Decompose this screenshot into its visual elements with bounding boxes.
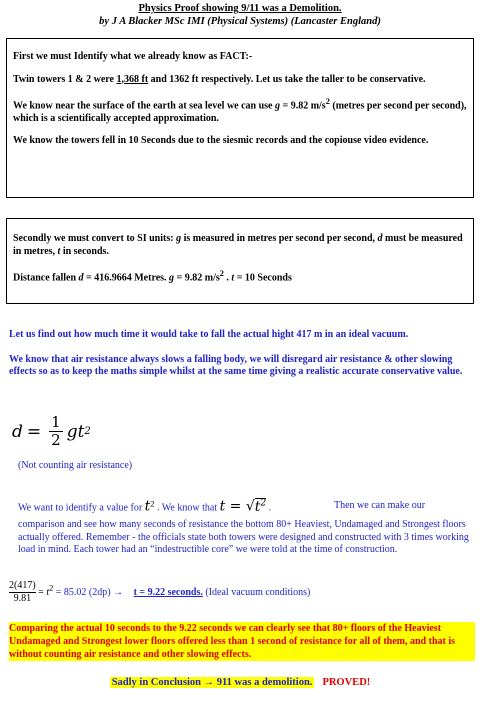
want-rad: t — [254, 498, 261, 515]
want-t1-exp: 2 — [150, 499, 155, 509]
si-units-box — [6, 218, 474, 304]
towers-text-b: and 1362 ft respectively. Let us take the taller to be conservative. — [148, 73, 426, 85]
conclusion-highlight — [110, 677, 315, 688]
si-d: d — [377, 233, 383, 244]
want-eq: = — [225, 498, 246, 515]
distance-line — [13, 268, 467, 285]
calculation-line — [9, 580, 479, 605]
conclusion-text: Sadly in Conclusion — [111, 677, 204, 688]
formula-fraction — [49, 414, 63, 449]
sqrt-symbol: √ — [245, 498, 255, 515]
si-text-c: must be measured in metres, — [13, 233, 463, 257]
formula-numerator: 1 — [51, 413, 61, 431]
want-t2: t — [219, 498, 226, 515]
dist-exponent: 2 — [219, 269, 224, 278]
want-text-d: Then we can make our — [334, 500, 426, 511]
dist-text-e: . — [223, 272, 232, 284]
calc-value: = 85.02 (2dp) — [53, 586, 114, 598]
calc-t: t — [46, 586, 50, 598]
facts-intro: First we must Identify what we already know as FACT:- — [13, 51, 253, 62]
si-text-b: is measured in metres per second per second, — [181, 233, 378, 244]
si-text-e: in seconds. — [60, 245, 109, 257]
dist-t: t — [231, 272, 235, 284]
gravity-text-b: (metres per second per second), which is a scientifically accepted approximation. — [13, 100, 467, 124]
dist-text-a: Distance fallen — [13, 272, 79, 284]
want-t1: t — [144, 498, 151, 515]
dist-text-b: = 416.9664 Metres. — [83, 272, 170, 284]
proved-label: PROVED! — [322, 677, 371, 688]
towers-height — [13, 74, 467, 87]
conclusion-text-2: 911 was a demolition. — [214, 677, 313, 688]
fall-time-fact: We know the towers fell in 10 Seconds due to the siesmic records and the copiouse video evidence. — [13, 135, 429, 147]
want-first-line — [18, 497, 480, 519]
gravity-fact — [13, 96, 467, 125]
gravity-symbol: g — [275, 100, 280, 112]
formula-equals: = — [26, 421, 42, 442]
formula-rhs: gt — [66, 421, 85, 442]
si-units-text — [13, 233, 467, 258]
towers-text-a: Twin towers 1 & 2 were — [13, 73, 117, 85]
calc-numerator: 2(417) — [9, 580, 36, 591]
not-counting-note: (Not counting air resistance) — [18, 460, 133, 471]
dist-text-f: = 10 Seconds — [234, 272, 292, 284]
formula-denominator: 2 — [51, 431, 61, 449]
want-body: comparison and see how many seconds of resistance the bottom 80+ Heaviest, Undamaged and Strongest floors actually offered. Remember - the officials state both towers were designed and constructed with 3 times working load in mind. Each tower had an “indestructible core” we were told at the time of construction. — [18, 519, 469, 555]
want-rad-exp: 2 — [260, 498, 267, 508]
document-author: by J A Blacker MSc IMI (Physical Systems) (Lancaster England) — [99, 16, 381, 27]
calc-t-exp: 2 — [49, 583, 54, 593]
gravity-exponent: 2 — [325, 97, 330, 106]
dist-text-c: = 9.82 m/s — [174, 272, 220, 284]
document-title: Physics Proof showing 9/11 was a Demolition. — [138, 3, 342, 14]
dist-g: g — [169, 272, 175, 284]
conclusion-line — [0, 677, 480, 688]
calc-note: (Ideal vacuum conditions) — [202, 586, 311, 598]
dist-d: d — [78, 272, 84, 284]
want-text-a: We want to identify a value for — [18, 502, 145, 514]
calc-equals: = — [38, 586, 47, 598]
calc-result: t = 9.22 seconds. — [133, 586, 203, 598]
fall-formula — [12, 414, 91, 449]
want-text-b: . We know that — [154, 502, 220, 514]
formula-lhs: d — [12, 421, 23, 442]
formula-exponent: 2 — [84, 426, 91, 437]
arrow-right-icon: → — [113, 586, 124, 598]
want-paragraph — [9, 497, 480, 557]
si-t: t — [57, 245, 61, 257]
air-resistance-note: We know that air resistance always slows a falling body, we will disregard air resistance & other slowing effects so as to keep the maths simple whilst at the same time giving a realistic accurate conservative value. — [9, 353, 463, 377]
sqrt-radicand — [255, 498, 266, 515]
gravity-text-a: We know near the surface of the earth at sea level we can use — [13, 100, 275, 112]
si-g: g — [176, 233, 182, 244]
gravity-value: = 9.82 m/s — [280, 100, 326, 112]
si-text-a: Secondly we must convert to SI units: — [13, 233, 177, 244]
vacuum-question: Let us find out how much time it would take to fall the actual hight 417 m in an ideal vacuum. — [9, 329, 409, 340]
calc-denominator: 9.81 — [13, 593, 32, 604]
facts-box — [6, 38, 474, 198]
want-text-c: . — [266, 502, 272, 514]
towers-tall-value: 1,368 ft — [116, 73, 149, 85]
document-header — [0, 2, 480, 28]
comparison-highlight: Comparing the actual 10 seconds to the 9.22 seconds we can clearly see that 80+ floors of the Heaviest Undamaged and Strongest lower floors offered less than 1 second of resistance for all of them, and that is without counting air resistance and other slowing effects. — [9, 622, 475, 661]
calc-fraction — [9, 580, 36, 605]
arrow-right-icon: → — [203, 677, 215, 688]
